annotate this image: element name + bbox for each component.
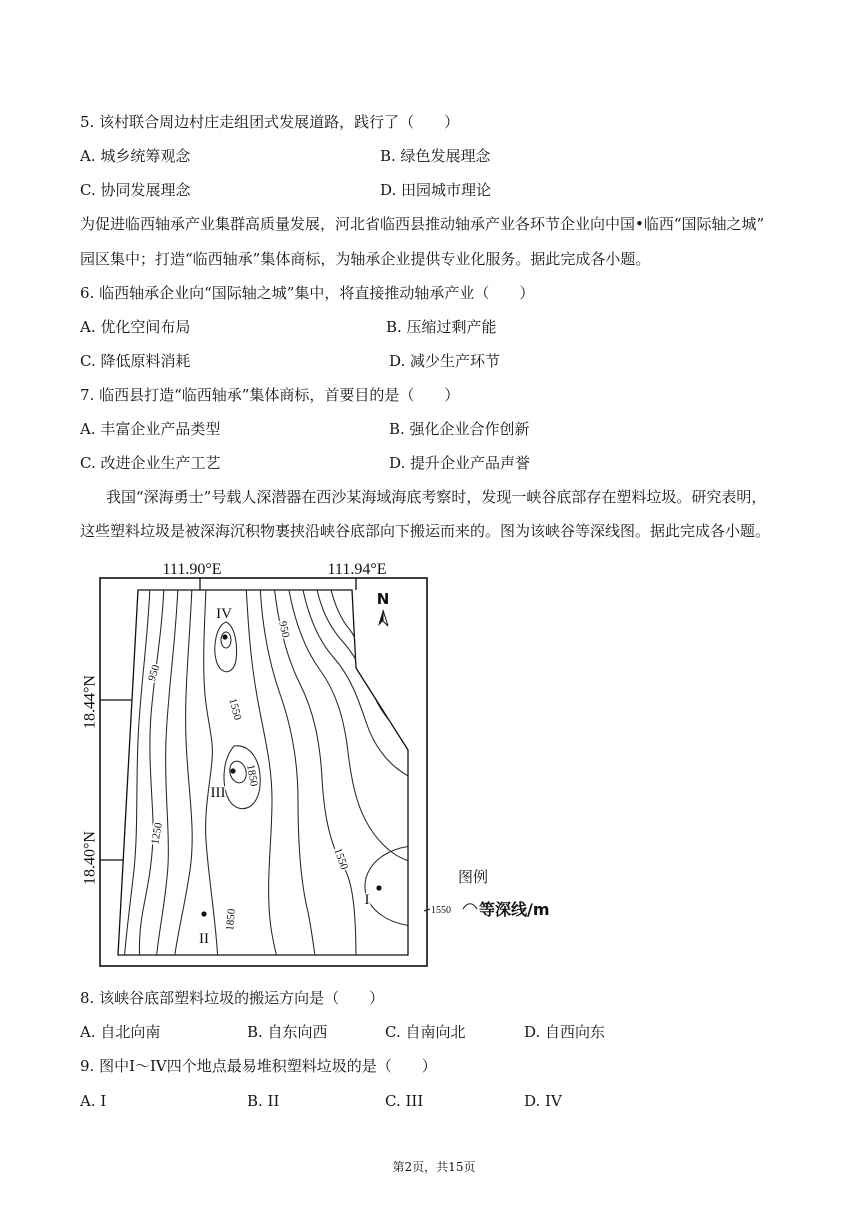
point-iii-label: III [210,785,226,801]
passage1-line-2: 园区集中；打造“临西轴承”集体商标，为轴承企业提供专业化服务。据此完成各小题。 [80,250,651,268]
q8-stem: 8. 该峡谷底部塑料垃圾的搬运方向是（ ） [80,989,385,1007]
canyon-contour-map [80,552,570,974]
q9-option-b: B. II [247,1092,280,1110]
longitude-label-left: 111.90°E [162,561,222,578]
q5-option-d: D. 田园城市理论 [380,181,492,199]
q9-stem: 9. 图中I～IV四个地点最易堆积塑料垃圾的是（ ） [80,1057,437,1075]
q9-option-c: C. III [385,1092,424,1110]
contour-line-closed-iv [215,622,237,672]
contour-line [316,585,412,742]
q7-option-b: B. 强化企业合作创新 [389,420,530,438]
passage2-line-2: 这些塑料垃圾是被深海沉积物裹挟沿峡谷底部向下搬运而来的。图为该峡谷等深线图。据此完成各小题。 [80,522,771,540]
contour-label: 1550 [331,846,351,872]
contour-line [365,846,412,926]
passage2-line-1: 我国“深海勇士”号载人深潜器在西沙某海域海底考察时，发现一峡谷底部存在塑料垃圾。研究表明， [106,488,767,506]
contour-line [204,585,218,962]
point-i-label: I [364,892,370,908]
north-label: N [376,590,390,608]
point-i-marker [376,885,381,890]
legend-sample-value: 1550 [431,905,451,916]
q6-option-a: A. 优化空间布局 [80,318,191,336]
q7-option-d: D. 提升企业产品声誉 [389,454,531,472]
legend-unit: 等深线/m [479,900,550,919]
contour-line [174,585,192,962]
q8-option-a: A. 自北向南 [80,1023,161,1041]
point-iii-marker [230,768,235,773]
contour-line [274,585,356,962]
q9-option-a: A. I [80,1092,107,1110]
q5-option-b: B. 绿色发展理念 [380,147,491,165]
contour-line [139,585,164,962]
q8-option-d: D. 自西向东 [524,1023,606,1041]
contour-line [288,585,412,862]
contour-line [260,585,316,962]
page-footer: 第2页，共15页 [392,1160,476,1174]
contour-label: 1850 [224,908,238,932]
latitude-label-top: 18.44°N [81,675,99,729]
contour-line [330,585,364,662]
q6-option-d: D. 减少生产环节 [389,352,501,370]
q8-option-c: C. 自南向北 [385,1023,466,1041]
contour-label: 1850 [244,763,260,788]
passage1-line-1: 为促进临西轴承产业集群高质量发展，河北省临西县推动轴承产业各环节企业向中国•临西“国际轴之城” [80,215,765,233]
point-iv-marker [222,634,227,639]
legend-title: 图例 [458,868,489,886]
contour-line [302,585,412,778]
point-ii-marker [201,911,206,916]
latitude-label-bottom: 18.40°N [81,831,99,885]
q5-stem: 5. 该村联合周边村庄走组团式发展道路，践行了（ ） [80,113,460,131]
map-legend [424,868,550,919]
q5-option-a: A. 城乡统筹观念 [80,147,191,165]
q6-option-c: C. 降低原料消耗 [80,352,191,370]
contour-label: 950 [145,663,163,683]
q7-stem: 7. 临西县打造“临西轴承”集体商标，首要目的是（ ） [80,386,460,404]
q7-option-c: C. 改进企业生产工艺 [80,454,221,472]
point-ii-label: II [199,931,209,947]
q5-option-c: C. 协同发展理念 [80,181,191,199]
contour-line-closed-iv-inner [221,632,231,648]
longitude-label-right: 111.94°E [327,561,387,578]
q6-option-b: B. 压缩过剩产能 [386,318,497,336]
q6-stem: 6. 临西轴承企业向“国际轴之城”集中，将直接推动轴承产业（ ） [80,284,535,302]
north-arrow-icon [378,610,388,626]
q8-option-b: B. 自东向西 [247,1023,328,1041]
contour-label: 1250 [149,821,165,846]
legend-line-end [463,904,477,909]
q7-option-a: A. 丰富企业产品类型 [80,420,221,438]
contour-label: 1550 [226,697,244,722]
contour-label: 950 [276,620,292,639]
q9-option-d: D. IV [524,1092,562,1110]
point-iv-label: IV [216,606,232,622]
map-outer-frame [100,578,427,966]
